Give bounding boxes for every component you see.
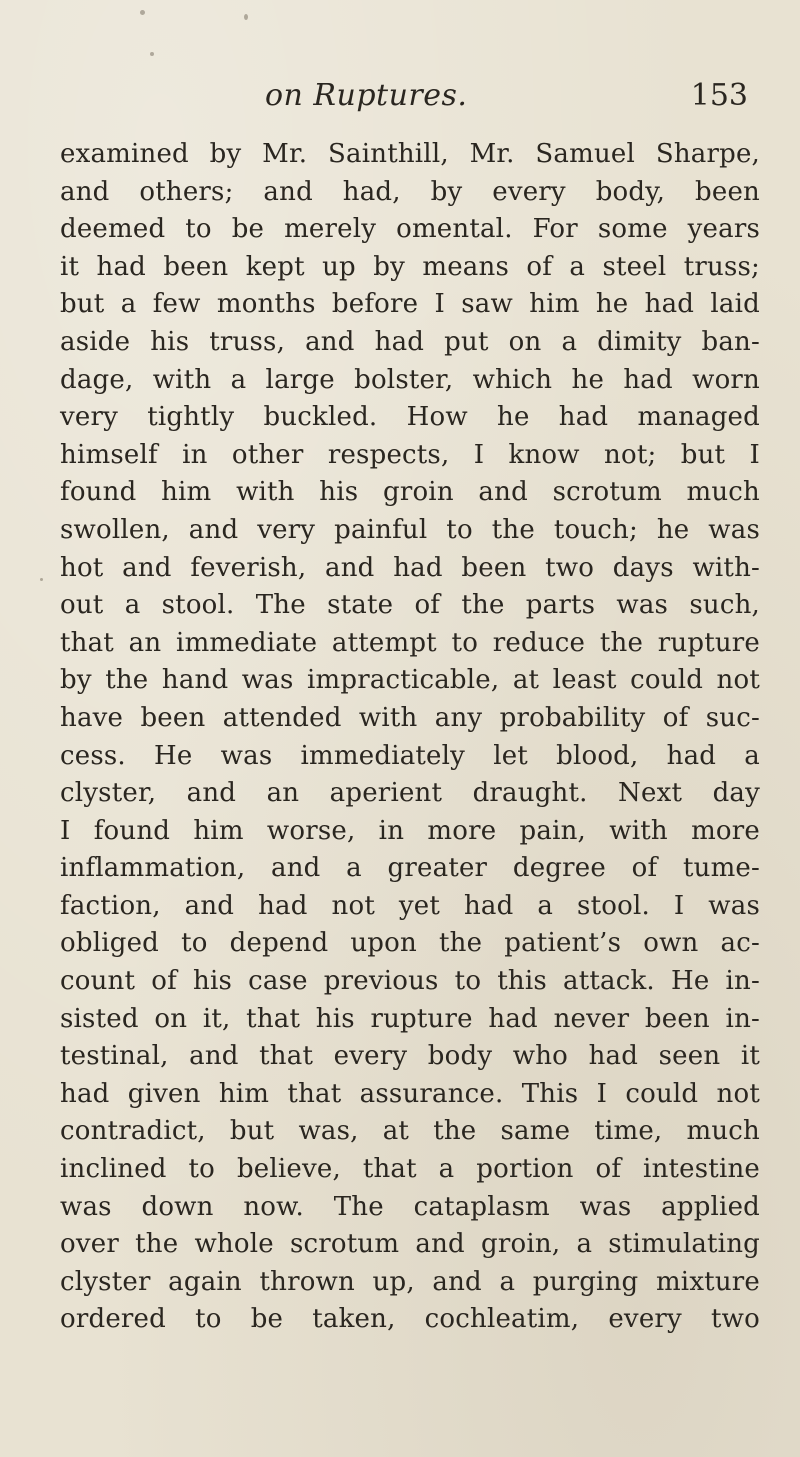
text-line: it had been kept up by means of a steel truss; [60,251,760,282]
text-line: was down now. The cataplasm was applied [60,1191,760,1222]
text-line: obliged to depend upon the patient’s own ac- [60,928,760,959]
text-line: sisted on it, that his rupture had never been in- [60,1003,760,1034]
text-line: have been attended with any probability of suc- [60,702,760,733]
text-line: out a stool. The state of the parts was such, [60,590,760,621]
page-header [0,78,800,118]
running-title: on Ruptures. [265,78,468,113]
text-line: inclined to believe, that a portion of intestine [60,1154,760,1185]
text-line: contradict, but was, at the same time, much [60,1116,760,1147]
paper-speck [140,10,145,15]
paper-speck [244,14,248,20]
text-line: inflammation, and a greater degree of tume- [60,853,760,884]
text-line: clyster, and an aperient draught. Next day [60,778,760,809]
text-line: very tightly buckled. How he had managed [60,402,760,433]
paper-speck [40,578,43,581]
page-number: 153 [690,78,748,113]
text-line: over the whole scrotum and groin, a stimulating [60,1229,760,1260]
text-line: aside his truss, and had put on a dimity ban- [60,326,760,357]
text-line: examined by Mr. Sainthill, Mr. Samuel Sharpe, [60,139,760,169]
text-line: cess. He was immediately let blood, had a [60,740,760,771]
text-line: swollen, and very painful to the touch; he was [60,514,760,545]
text-line: count of his case previous to this attack. He in- [60,966,760,997]
text-line: and others; and had, by every body, been [60,176,760,207]
text-line: I found him worse, in more pain, with more [60,815,760,846]
paper-speck [150,52,154,56]
body-text [60,136,760,1339]
text-line: faction, and had not yet had a stool. I was [60,890,760,921]
text-line: that an immediate attempt to reduce the rupture [60,627,760,658]
text-line: by the hand was impracticable, at least could not [60,665,760,696]
text-line: clyster again thrown up, and a purging mixture [60,1266,760,1297]
text-line: hot and feverish, and had been two days with- [60,552,760,583]
text-line: deemed to be merely omental. For some years [60,214,760,245]
text-line: testinal, and that every body who had seen it [60,1041,760,1072]
text-line: but a few months before I saw him he had laid [60,289,760,320]
text-line: ordered to be taken, cochleatim, every two [60,1304,760,1335]
text-line: himself in other respects, I know not; but I [60,439,760,470]
text-line: dage, with a large bolster, which he had worn [60,364,760,395]
text-line: found him with his groin and scrotum much [60,477,760,508]
text-line: had given him that assurance. This I could not [60,1078,760,1109]
